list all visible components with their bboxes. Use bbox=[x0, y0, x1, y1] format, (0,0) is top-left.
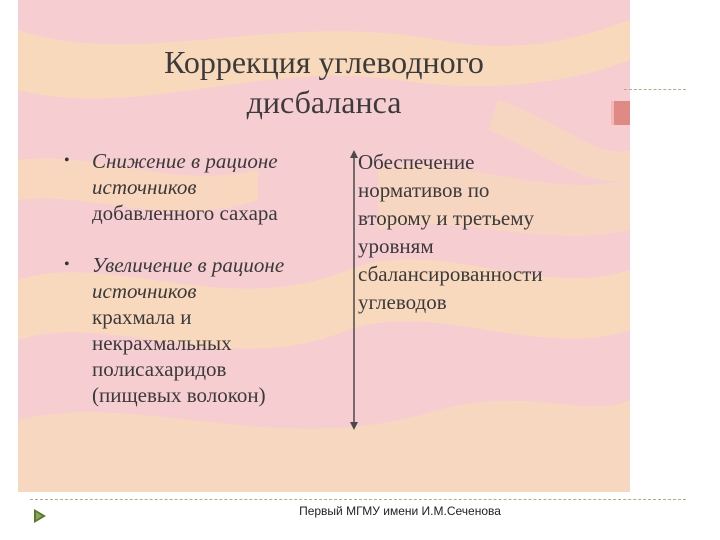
bullet-text bbox=[92, 252, 354, 408]
right-line: углеводов bbox=[358, 290, 447, 314]
bullet-icon: • bbox=[64, 256, 70, 273]
decorative-dashed-line bbox=[624, 89, 686, 90]
bullet-line: (пищевых волокон) bbox=[92, 383, 266, 407]
footer-divider bbox=[30, 499, 686, 500]
bullet-line: Снижение в рационе bbox=[92, 149, 278, 173]
right-line: уровням bbox=[358, 234, 434, 258]
bullet-item-reduce-sugar bbox=[64, 148, 354, 226]
footer-text: Первый МГМУ имени И.М.Сеченова bbox=[299, 504, 501, 518]
left-column bbox=[64, 148, 354, 426]
slide bbox=[18, 0, 630, 492]
bullet-line: источников bbox=[92, 279, 197, 303]
bullet-icon: • bbox=[64, 152, 70, 169]
right-line: нормативов по bbox=[358, 178, 490, 202]
triangle-right-icon[interactable] bbox=[34, 509, 46, 523]
bullet-line: полисахаридов bbox=[92, 357, 227, 381]
right-line: Обеспечение bbox=[358, 150, 475, 174]
bullet-line: Увеличение в рационе bbox=[92, 253, 285, 277]
title-line-1: Коррекция углеводного bbox=[164, 44, 484, 80]
bullet-line: крахмала и bbox=[92, 305, 192, 329]
right-line: второму и третьему bbox=[358, 206, 535, 230]
bullet-line: некрахмальных bbox=[92, 331, 232, 355]
bullet-item-increase-starch bbox=[64, 252, 354, 408]
bullet-line: источников bbox=[92, 175, 197, 199]
decorative-accent-block bbox=[611, 101, 630, 125]
title-line-2: дисбаланса bbox=[246, 84, 402, 120]
bullet-text bbox=[92, 148, 354, 226]
bullet-line: добавленного сахара bbox=[92, 201, 278, 225]
slide-title bbox=[18, 42, 630, 122]
right-line: сбалансированности bbox=[358, 262, 543, 286]
right-column bbox=[358, 148, 608, 316]
